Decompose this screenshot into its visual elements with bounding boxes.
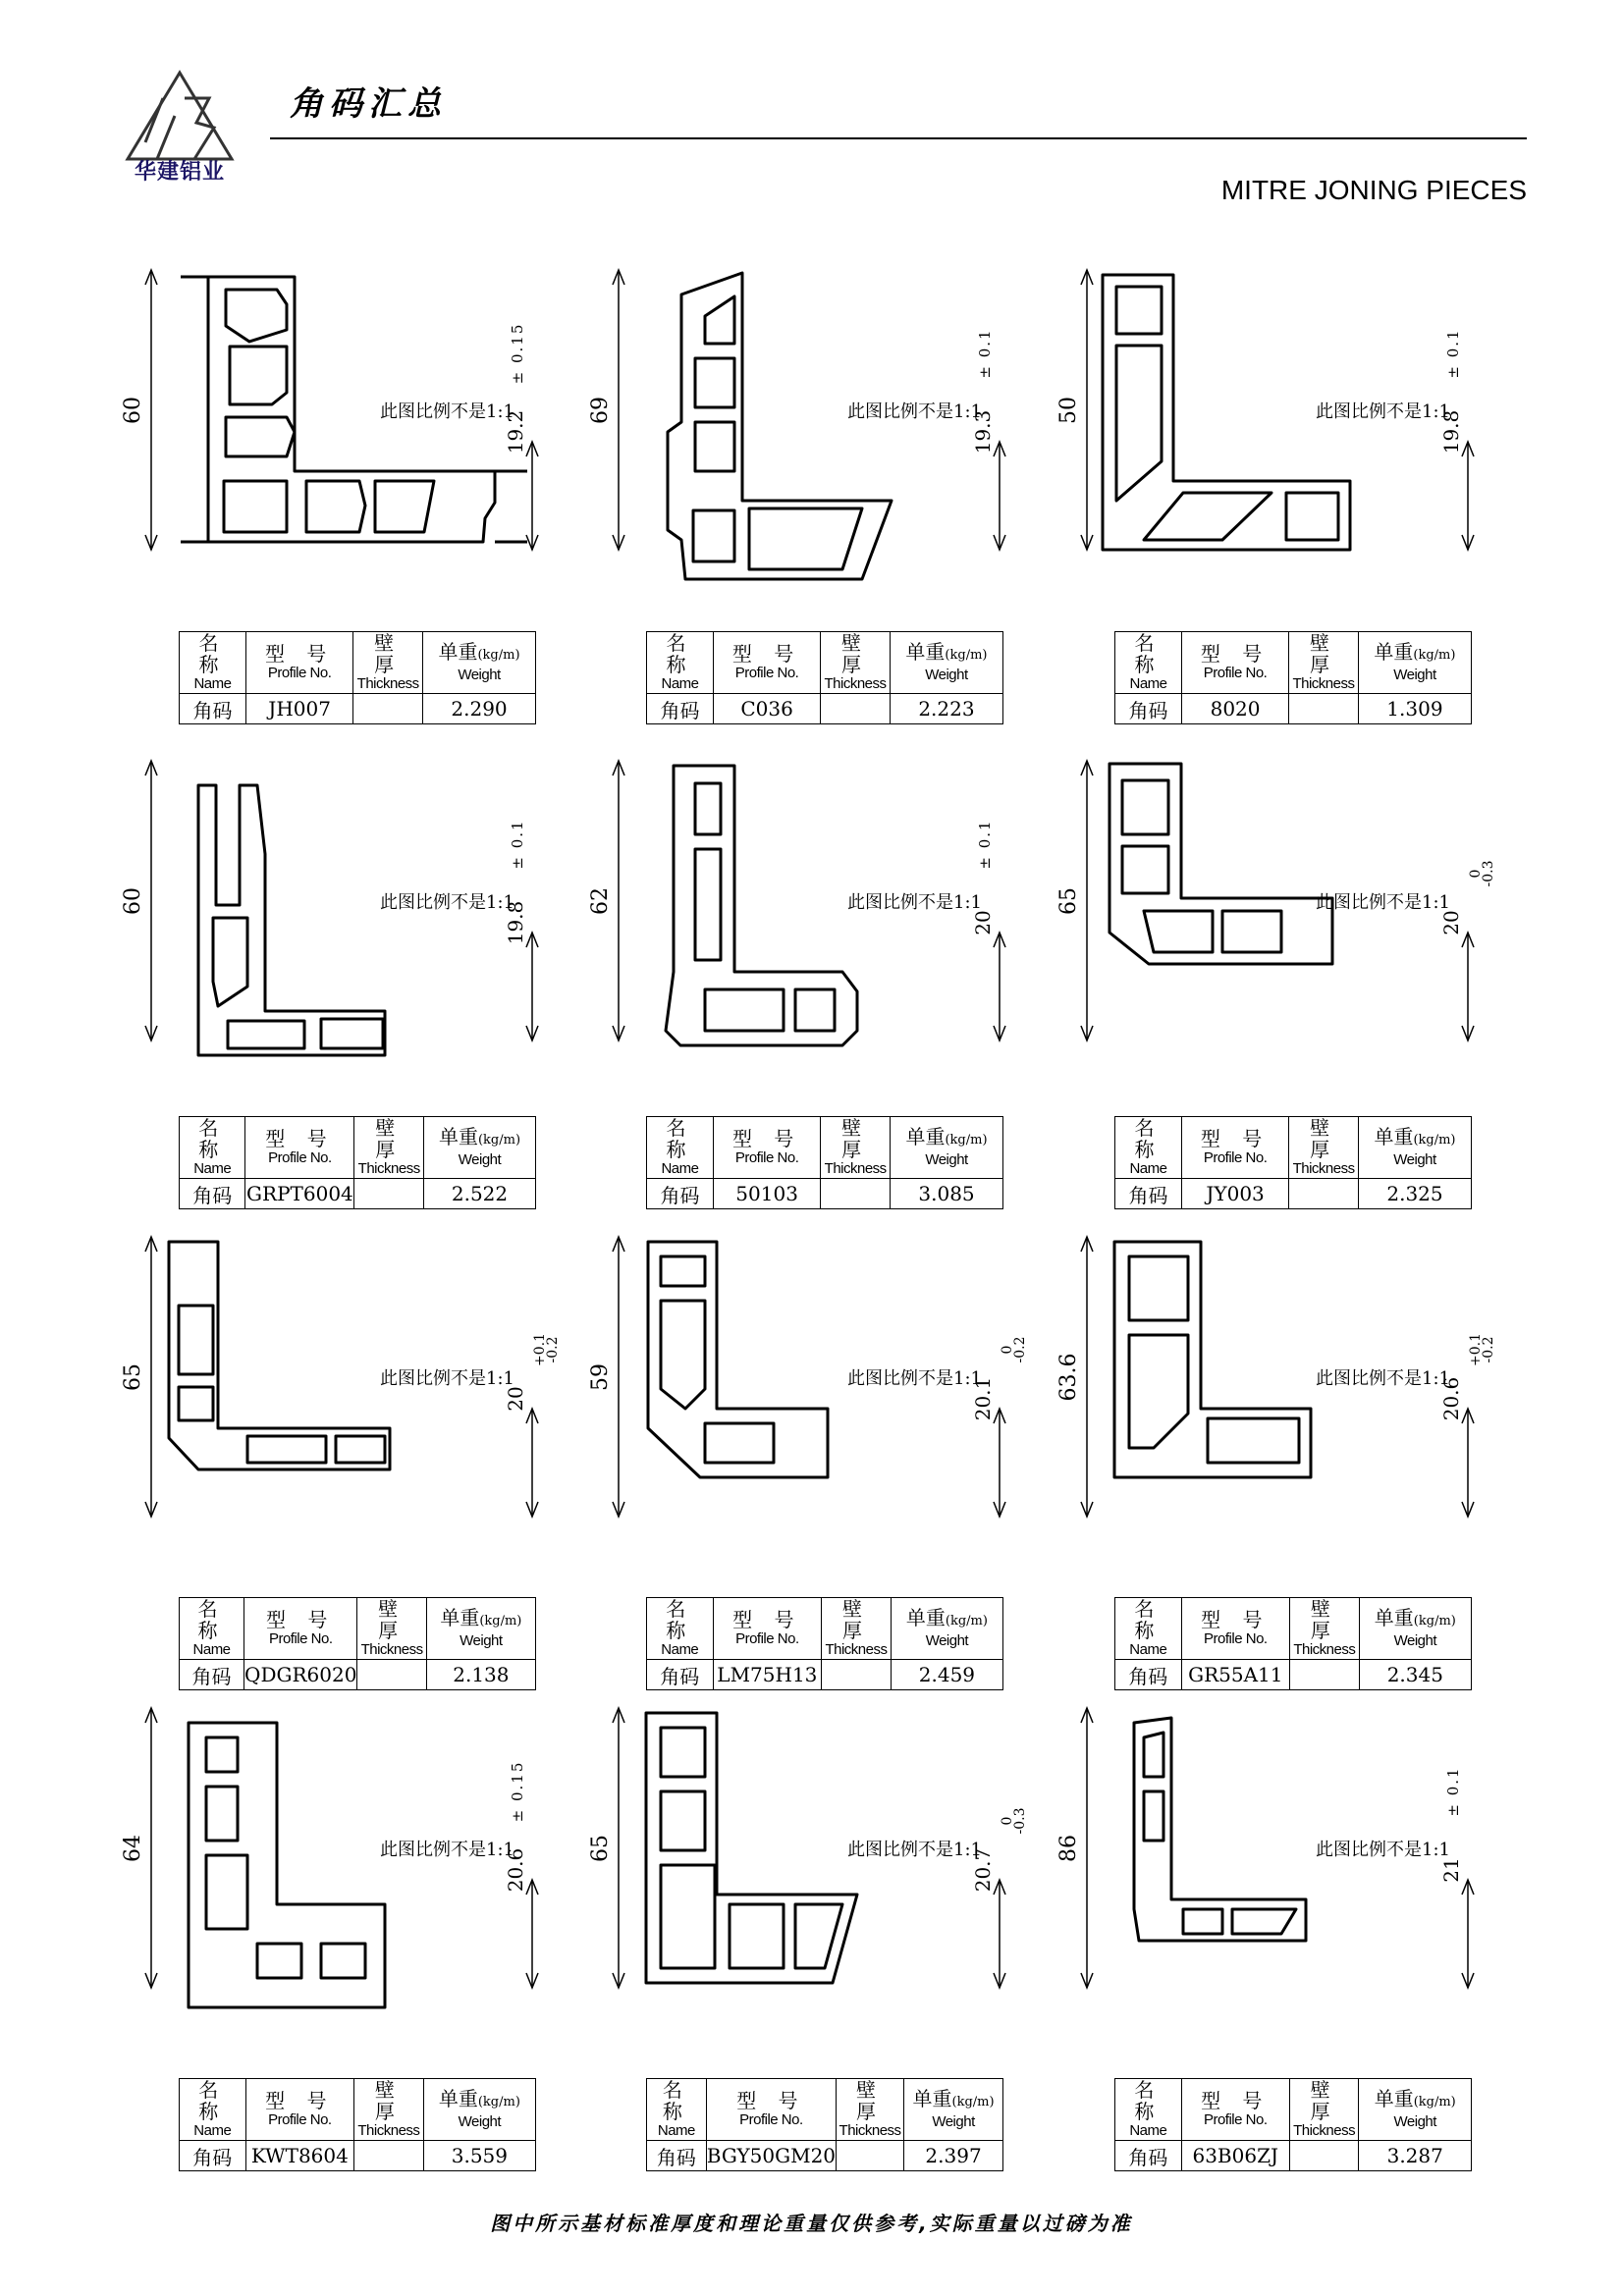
dim-tolerance: ± 0.15 <box>509 322 526 385</box>
value-thickness <box>1289 2141 1359 2171</box>
profile-svg <box>588 736 1058 1060</box>
spec-table <box>179 2078 536 2171</box>
header-name: 名 称 Name <box>1115 632 1182 694</box>
spec-value-row <box>180 1179 536 1209</box>
header-profile: 型 号 Profile No. <box>1181 1598 1289 1660</box>
dim-right: 21 <box>1439 1857 1463 1883</box>
spec-table <box>1114 2078 1472 2171</box>
header-weight: 单重(kg/m) Weight <box>1359 2079 1472 2141</box>
header-profile: 型 号 Profile No. <box>245 2079 353 2141</box>
header-profile: 型 号 Profile No. <box>1181 1117 1288 1179</box>
profile-svg <box>121 1683 591 2007</box>
dim-right: 19.3 <box>971 409 995 454</box>
spec-value-row <box>1115 2141 1472 2171</box>
value-weight: 1.309 <box>1358 694 1471 724</box>
dim-tolerance: ± 0.1 <box>1444 328 1462 379</box>
profile-outline <box>1114 1242 1311 1477</box>
dim-height: 65 <box>121 1363 145 1391</box>
value-profile: GRPT6004 <box>245 1179 354 1209</box>
profile-svg <box>588 1683 1058 2007</box>
value-thickness <box>353 694 423 724</box>
spec-value-row <box>647 694 1003 724</box>
spec-value-row <box>180 2141 536 2171</box>
profile-svg <box>121 1212 591 1536</box>
dim-height: 60 <box>121 887 145 915</box>
header-profile: 型 号 Profile No. <box>713 1598 822 1660</box>
header-weight: 单重(kg/m) Weight <box>1358 1117 1471 1179</box>
dim-height: 50 <box>1056 397 1081 424</box>
dim-right: 19.8 <box>1439 409 1463 454</box>
dim-right: 20.6 <box>504 1847 527 1893</box>
header-thickness: 壁 厚 Thickness <box>821 1117 891 1179</box>
header-profile: 型 号 Profile No. <box>245 632 352 694</box>
dim-right: 19.8 <box>504 900 527 945</box>
dim-right: 20.6 <box>1439 1376 1463 1421</box>
header-thickness: 壁 厚 Thickness <box>1289 632 1359 694</box>
value-weight: 3.085 <box>891 1179 1003 1209</box>
dim-tolerance: ± 0.1 <box>509 819 526 870</box>
header-thickness: 壁 厚 Thickness <box>1290 1598 1360 1660</box>
dim-tolerance-upper: +0.1 <box>532 1333 548 1366</box>
header-weight: 单重(kg/m) Weight <box>426 1598 535 1660</box>
value-profile: BGY50GM20 <box>706 2141 836 2171</box>
value-profile: 63B06ZJ <box>1181 2141 1289 2171</box>
spec-header-row <box>1115 1117 1472 1179</box>
dim-height: 60 <box>121 397 145 424</box>
spec-header-row <box>180 2079 536 2141</box>
header-name: 名 称 Name <box>647 2079 707 2141</box>
profile-svg <box>121 245 591 569</box>
profile-drawing <box>121 736 591 1060</box>
value-weight: 2.325 <box>1358 1179 1471 1209</box>
spec-table <box>1114 1597 1472 1690</box>
header-thickness: 壁 厚 Thickness <box>822 1598 892 1660</box>
header-thickness: 壁 厚 Thickness <box>353 632 423 694</box>
dim-height: 59 <box>588 1363 613 1391</box>
scale-note: 此图比例不是1:1 <box>1316 1368 1450 1389</box>
scale-note: 此图比例不是1:1 <box>380 1840 514 1860</box>
dim-height: 65 <box>588 1835 613 1862</box>
value-thickness <box>821 694 891 724</box>
dim-tolerance-lower: -0.2 <box>1012 1336 1028 1363</box>
value-profile: LM75H13 <box>713 1660 822 1690</box>
header-weight: 单重(kg/m) Weight <box>423 632 536 694</box>
spec-header-row <box>647 1598 1003 1660</box>
profile-outline <box>666 766 857 1045</box>
spec-table <box>646 1597 1003 1690</box>
dim-tolerance-upper: 0 <box>1000 1816 1015 1826</box>
page-title: 角码汇总 <box>290 84 447 124</box>
value-name: 角码 <box>647 1179 714 1209</box>
profile-drawing <box>588 1683 1058 2007</box>
spec-value-row <box>1115 1179 1472 1209</box>
dim-right: 20.7 <box>971 1847 995 1893</box>
value-weight: 2.522 <box>424 1179 536 1209</box>
profile-drawing <box>588 736 1058 1060</box>
value-weight: 2.459 <box>891 1660 1002 1690</box>
scale-note: 此图比例不是1:1 <box>1316 401 1450 422</box>
spec-table <box>646 1116 1003 1209</box>
header-profile: 型 号 Profile No. <box>706 2079 836 2141</box>
spec-value-row <box>180 694 536 724</box>
header-weight: 单重(kg/m) Weight <box>890 632 1002 694</box>
value-weight: 2.345 <box>1359 1660 1471 1690</box>
header-profile: 型 号 Profile No. <box>713 1117 820 1179</box>
value-name: 角码 <box>647 694 714 724</box>
value-weight: 2.223 <box>890 694 1002 724</box>
spec-header-row <box>180 1117 536 1179</box>
header-rule <box>270 137 1527 139</box>
scale-note: 此图比例不是1:1 <box>380 401 514 422</box>
spec-value-row <box>647 1179 1003 1209</box>
profile-svg <box>588 1212 1058 1536</box>
header-name: 名 称 Name <box>180 632 246 694</box>
value-thickness <box>821 1179 891 1209</box>
spec-table <box>179 1116 536 1209</box>
header-profile: 型 号 Profile No. <box>244 1598 357 1660</box>
scale-note: 此图比例不是1:1 <box>380 892 514 913</box>
spec-header-row <box>1115 632 1472 694</box>
header-profile: 型 号 Profile No. <box>245 1117 354 1179</box>
logo-text: 华建铝业 <box>134 160 225 185</box>
value-name: 角码 <box>647 1660 714 1690</box>
spec-table <box>179 631 536 724</box>
profile-drawing <box>588 1212 1058 1536</box>
header-profile: 型 号 Profile No. <box>1182 632 1289 694</box>
value-thickness <box>1289 694 1359 724</box>
profile-outline <box>1109 764 1332 964</box>
header-thickness: 壁 厚 Thickness <box>354 1117 424 1179</box>
dim-tolerance: ± 0.15 <box>509 1760 526 1823</box>
spec-header-row <box>180 1598 536 1660</box>
page-subtitle: MITRE JONING PIECES <box>1220 175 1527 205</box>
dim-tolerance-lower: -0.2 <box>545 1336 561 1363</box>
profile-outline <box>1134 1718 1306 1941</box>
spec-header-row <box>1115 2079 1472 2141</box>
header-weight: 单重(kg/m) Weight <box>1359 1598 1471 1660</box>
header-name: 名 称 Name <box>647 1598 714 1660</box>
dim-tolerance: ± 0.1 <box>976 819 994 870</box>
value-name: 角码 <box>180 694 246 724</box>
header-thickness: 壁 厚 Thickness <box>354 2079 424 2141</box>
profile-outline <box>1103 275 1350 550</box>
header-name: 名 称 Name <box>1115 2079 1182 2141</box>
scale-note: 此图比例不是1:1 <box>1316 892 1450 913</box>
value-profile: GR55A11 <box>1181 1660 1289 1690</box>
header-name: 名 称 Name <box>647 632 714 694</box>
profile-svg <box>1056 245 1527 569</box>
header-name: 名 称 Name <box>647 1117 714 1179</box>
header-thickness: 壁 厚 Thickness <box>357 1598 426 1660</box>
spec-value-row <box>647 2141 1003 2171</box>
footer-note: 图中所示基材标准厚度和理论重量仅供参考,实际重量以过磅为准 <box>490 2212 1133 2235</box>
value-profile: JY003 <box>1181 1179 1288 1209</box>
value-profile: QDGR6020 <box>244 1660 357 1690</box>
dim-tolerance: ± 0.1 <box>1444 1766 1462 1817</box>
header-profile: 型 号 Profile No. <box>714 632 821 694</box>
profile-drawing <box>121 1212 591 1536</box>
profile-outline <box>198 785 385 1055</box>
profile-svg <box>1056 736 1527 1060</box>
spec-value-row <box>1115 694 1472 724</box>
header-thickness: 壁 厚 Thickness <box>837 2079 904 2141</box>
value-name: 角码 <box>1115 1660 1182 1690</box>
spec-table <box>179 1597 536 1690</box>
profile-drawing <box>121 1683 591 2007</box>
dim-tolerance-upper: 0 <box>1000 1345 1015 1355</box>
scale-note: 此图比例不是1:1 <box>380 1368 514 1389</box>
value-profile: JH007 <box>245 694 352 724</box>
profile-outline <box>668 273 892 579</box>
header-name: 名 称 Name <box>1115 1598 1182 1660</box>
profile-drawing <box>588 245 1058 569</box>
profile-svg <box>121 736 591 1060</box>
header-weight: 单重(kg/m) Weight <box>424 1117 536 1179</box>
header-thickness: 壁 厚 Thickness <box>821 632 891 694</box>
value-thickness <box>837 2141 904 2171</box>
value-profile: C036 <box>714 694 821 724</box>
profile-outline <box>169 1242 390 1469</box>
dim-height: 62 <box>588 887 613 915</box>
dim-tolerance-lower: -0.3 <box>1481 860 1496 887</box>
value-profile: 50103 <box>713 1179 820 1209</box>
value-thickness <box>354 1179 424 1209</box>
header-thickness: 壁 厚 Thickness <box>1289 1117 1359 1179</box>
header-weight: 单重(kg/m) Weight <box>1358 632 1471 694</box>
header-profile: 型 号 Profile No. <box>1181 2079 1289 2141</box>
value-weight: 3.559 <box>423 2141 535 2171</box>
scale-note: 此图比例不是1:1 <box>847 892 982 913</box>
profile-svg <box>1056 1212 1527 1536</box>
dim-right: 19.2 <box>504 409 527 454</box>
dim-height: 64 <box>121 1835 145 1862</box>
dim-right: 20 <box>971 910 995 935</box>
header-weight: 单重(kg/m) Weight <box>904 2079 1003 2141</box>
value-thickness <box>1289 1179 1359 1209</box>
value-name: 角码 <box>180 1660 244 1690</box>
spec-table <box>646 2078 1003 2171</box>
dim-tolerance-lower: -0.3 <box>1012 1807 1028 1835</box>
dim-height: 86 <box>1056 1835 1081 1862</box>
value-name: 角码 <box>1115 694 1182 724</box>
spec-header-row <box>1115 1598 1472 1660</box>
header-weight: 单重(kg/m) Weight <box>423 2079 535 2141</box>
value-name: 角码 <box>1115 1179 1182 1209</box>
header-name: 名 称 Name <box>180 2079 246 2141</box>
value-weight: 2.397 <box>904 2141 1003 2171</box>
spec-header-row <box>180 632 536 694</box>
dim-height: 69 <box>588 397 613 424</box>
value-name: 角码 <box>647 2141 707 2171</box>
profile-drawing <box>1056 245 1527 569</box>
header-name: 名 称 Name <box>180 1117 245 1179</box>
dim-right: 20 <box>504 1386 527 1412</box>
scale-note: 此图比例不是1:1 <box>847 1368 982 1389</box>
profile-outline <box>646 1713 857 1983</box>
header-weight: 单重(kg/m) Weight <box>891 1117 1003 1179</box>
value-name: 角码 <box>1115 2141 1182 2171</box>
dim-height: 65 <box>1056 887 1081 915</box>
scale-note: 此图比例不是1:1 <box>847 401 982 422</box>
value-profile: KWT8604 <box>245 2141 353 2171</box>
dim-height: 63.6 <box>1056 1353 1081 1402</box>
spec-header-row <box>647 632 1003 694</box>
profile-drawing <box>1056 736 1527 1060</box>
value-weight: 3.287 <box>1359 2141 1472 2171</box>
spec-table <box>1114 1116 1472 1209</box>
scale-note: 此图比例不是1:1 <box>847 1840 982 1860</box>
profile-svg <box>588 245 1058 569</box>
dim-tolerance-lower: -0.2 <box>1481 1336 1496 1363</box>
value-weight: 2.290 <box>423 694 536 724</box>
profile-drawing <box>121 245 591 569</box>
value-weight: 2.138 <box>426 1660 535 1690</box>
profile-outline <box>648 1242 828 1477</box>
spec-table <box>646 631 1003 724</box>
profile-outline <box>189 1723 385 2007</box>
spec-header-row <box>647 1117 1003 1179</box>
dim-right: 20.1 <box>971 1376 995 1421</box>
dim-tolerance-upper: 0 <box>1468 869 1484 879</box>
value-name: 角码 <box>180 2141 246 2171</box>
dim-right: 20 <box>1439 910 1463 935</box>
scale-note: 此图比例不是1:1 <box>1316 1840 1450 1860</box>
spec-table <box>1114 631 1472 724</box>
header-thickness: 壁 厚 Thickness <box>1289 2079 1359 2141</box>
profile-svg <box>1056 1683 1527 2007</box>
header-name: 名 称 Name <box>180 1598 244 1660</box>
value-name: 角码 <box>180 1179 245 1209</box>
profile-drawing <box>1056 1212 1527 1536</box>
dim-tolerance: ± 0.1 <box>976 328 994 379</box>
header-weight: 单重(kg/m) Weight <box>891 1598 1002 1660</box>
spec-header-row <box>647 2079 1003 2141</box>
dim-tolerance-upper: +0.1 <box>1468 1333 1484 1366</box>
header-name: 名 称 Name <box>1115 1117 1182 1179</box>
value-profile: 8020 <box>1182 694 1289 724</box>
value-thickness <box>354 2141 424 2171</box>
profile-drawing <box>1056 1683 1527 2007</box>
